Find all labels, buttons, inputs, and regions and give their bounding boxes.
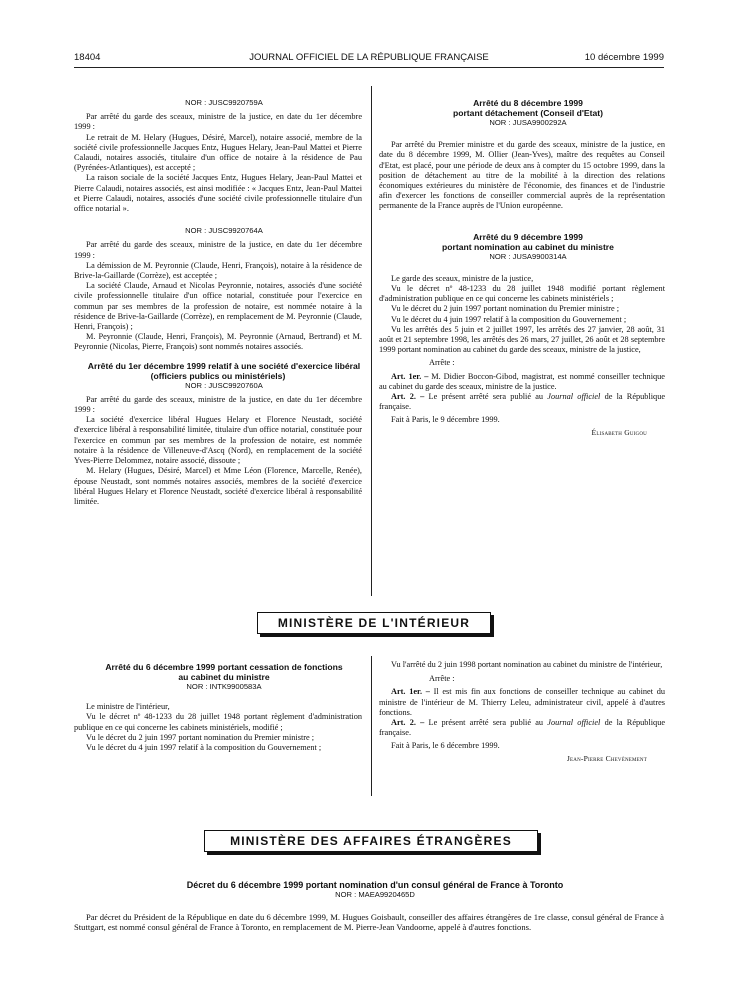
column-divider-top — [371, 86, 372, 596]
header-rule — [74, 67, 664, 68]
nor-reference: NOR : INTK9900583A — [186, 682, 262, 691]
journal-title: JOURNAL OFFICIEL DE LA RÉPUBLIQUE FRANÇAISE — [249, 52, 489, 63]
arrete-line: Arrête : — [429, 674, 455, 684]
ministry-foreign-banner: MINISTÈRE DES AFFAIRES ÉTRANGÈRES — [204, 830, 538, 852]
signature: Jean-Pierre Chevènement — [566, 753, 647, 763]
paragraph: Vu le décret du 4 juin 1997 relatif à la composition du Gouvernement ; — [391, 314, 627, 324]
arrete-line: Arrête : — [429, 358, 455, 368]
paragraph: Vu le décret du 2 juin 1997 portant nomination du Premier ministre ; — [86, 732, 315, 742]
signature-date: Fait à Paris, le 6 décembre 1999. — [391, 741, 500, 751]
article-text: Le présent arrêté sera publié au — [428, 718, 544, 728]
article-label: Art. 2. – — [391, 718, 425, 728]
decree-title: Arrêté du 8 décembre 1999 — [473, 98, 583, 108]
decree-subtitle: au cabinet du ministre — [178, 672, 270, 682]
paragraph: Le garde des sceaux, ministre de la justice, — [391, 273, 534, 283]
paragraph: Vu l'arrêté du 2 juin 1998 portant nomination au cabinet du ministre de l'intérieur, — [391, 660, 663, 669]
article-text: de la République française. — [379, 392, 666, 412]
left-column — [74, 98, 362, 507]
article-label: Art. 1er. – — [391, 371, 429, 381]
article-label: Art. 1er. – — [391, 687, 430, 697]
paragraph: Par arrêté du garde des sceaux, ministre de la justice, en date du 1er décembre 1999 : — [74, 394, 362, 415]
paragraph: Par arrêté du Premier ministre et du garde des sceaux, ministre de la justice, en date du 8 décembre 1999, M. Ollier (Jean-Yves), maître des requêtes au Conseil d'Etat, est placé, pour une période de deux ans à compter du 15 octobre 1999, dans la position de détachement au titre de la mobilité à la direction des relations économiques extérieures du ministère de l'économie, des finances et de l'industrie afin d'exercer les fonctions de conseiller commercial auprès de la représentation permanente de la France auprès de l'Union européenne. — [379, 140, 665, 211]
nor-reference: NOR : JUSC9920764A — [185, 226, 263, 236]
paragraph: Vu le décret du 4 juin 1997 relatif à la composition du Gouvernement ; — [86, 743, 322, 753]
paragraph: La démission de M. Peyronnie (Claude, Henri, François), notaire à la résidence de Brive-la-Gaillarde (Corrèze), est acceptée ; — [74, 260, 362, 281]
journal-name: Journal officiel — [547, 718, 601, 728]
decree-title: Arrêté du 9 décembre 1999 — [473, 231, 583, 242]
decree-title: Arrêté du 1er décembre 1999 relatif à une société d'exercice libéral (officiers publics ou ministériels) — [87, 360, 361, 381]
paragraph: Vu les arrêtés des 5 juin et 2 juillet 1997, les arrêtés des 27 janvier, 28 août, 31 août et 21 septembre 1998, les arrêtés des 26 mars, 27 juillet, 26 août et 28 septembre 1999 portant nomination au cabinet du garde des sceaux, ministre de la justice, — [379, 324, 665, 355]
paragraph: Vu le décret nº 48-1233 du 28 juillet 1948 modifié portant règlement d'administration publique en ce qui concerne les cabinets ministériels ; — [379, 284, 665, 304]
article-2 — [379, 392, 665, 412]
nor-reference: NOR : MAEA9920465D — [335, 890, 415, 899]
paragraph: M. Peyronnie (Claude, Henri, François), M. Peyronnie (Arnaud, Bertrand) et M. Peyronnie (Nicolas, Pierre, François) sont nommés notaires associés. — [74, 332, 362, 352]
nor-reference: NOR : JUSC9920759A — [185, 98, 263, 107]
signature: Élisabeth Guigou — [591, 427, 647, 437]
article-1 — [379, 372, 665, 392]
decree-subtitle: portant détachement (Conseil d'Etat) — [452, 108, 604, 118]
paragraph: Vu le décret nº 48-1233 du 28 juillet 1948 portant règlement d'administration publique en ce qui concerne les cabinets ministériels, modifié ; — [74, 712, 362, 732]
issue-date: 10 décembre 1999 — [584, 52, 664, 63]
paragraph: Par arrêté du garde des sceaux, ministre de la justice, en date du 1er décembre 1999 : — [74, 240, 362, 260]
paragraph: La raison sociale de la société Jacques Entz, Hugues Helary, Jean-Paul Mattei et Pierre Calaudi, notaires associés, est ainsi modifiée : « Jacques Entz, Jean-Paul Mattei et Pierre Calaudi, notaires, associés d'une société civile professionnelle titulaire d'un office notarial ». — [74, 173, 362, 214]
foreign-section — [74, 880, 664, 933]
column-divider-bottom — [371, 656, 372, 796]
decree-title: Décret du 6 décembre 1999 portant nomination d'un consul général de France à Toronto — [186, 880, 564, 890]
paragraph: La société d'exercice libéral Hugues Helary et Florence Neustadt, société d'exercice libéral à responsabilité limitée, titulaire d'un office notarial, constituée pour l'exercice en commun par ses membres de la profession de notaire, est nommée notaire à la résidence de Villeneuve-d'Ascq (Nord), en remplacement de la société Yves-Pierre Delommez, notaire associé, dissoute ; — [74, 415, 362, 466]
decree-title: Arrêté du 6 décembre 1999 portant cessation de fonctions — [105, 662, 343, 672]
right-column — [379, 98, 665, 438]
paragraph: Par décret du Président de la République en date du 6 décembre 1999, M. Hugues Goisbault, conseiller des affaires étrangères de 1re classe, consul général de France à Stuttgart, est nommé consul général de France à Toronto, en remplacement de M. Pierre-Jean Vandoorne, appelé à d'autres fonctions. — [74, 911, 664, 933]
decree-subtitle: portant nomination au cabinet du ministre — [442, 241, 614, 252]
interior-left-column — [74, 662, 362, 753]
paragraph: Vu le décret du 2 juin 1997 portant nomination du Premier ministre ; — [391, 304, 620, 314]
article-2 — [379, 718, 665, 738]
interior-right-column — [379, 660, 665, 764]
page-number: 18404 — [74, 52, 101, 63]
paragraph: Par arrêté du garde des sceaux, ministre de la justice, en date du 1er décembre 1999 : — [74, 112, 362, 132]
article-text: M. Didier Boccon-Gibod, magistrat, est nommé conseiller technique au cabinet du garde des sceaux, ministre de la justice. — [379, 371, 665, 391]
article-text: Le présent arrêté sera publié au — [428, 392, 544, 402]
article-1 — [379, 687, 665, 718]
paragraph: La société Claude, Arnaud et Nicolas Peyronnie, notaires, associés d'une société civile professionnelle titulaire d'un office notarial, constituée pour l'exercice en commun par ses membres de la profession de notaire, est nommée notaire à la résidence de Brive-la-Gaillarde (Corrèze), en remplacement de M. Peyronnie (Claude, Henri, François) ; — [74, 281, 362, 332]
article-text: Il est mis fin aux fonctions de conseiller technique au cabinet du ministre de l'intérieur de M. Thierry Leleu, administrateur civil, appelé à d'autres fonctions. — [379, 687, 665, 717]
ministry-interior-banner: MINISTÈRE DE L'INTÉRIEUR — [257, 612, 491, 634]
journal-name: Journal officiel — [547, 392, 601, 402]
nor-reference: NOR : JUSA9900292A — [489, 118, 567, 127]
paragraph: Le retrait de M. Helary (Hugues, Désiré, Marcel), notaire associé, membre de la société civile professionnelle Jacques Entz, Hugues Helary, Jean-Paul Mattei et Pierre Calaudi, notaires associés, titulaire d'un office de notaire à la résidence de Pau (Pyrénées-Atlantiques), est accepté ; — [74, 132, 362, 173]
nor-reference: NOR : JUSA9900314A — [489, 251, 567, 261]
running-header — [74, 52, 664, 66]
article-label: Art. 2. – — [391, 392, 425, 402]
nor-reference: NOR : JUSC9920760A — [185, 380, 263, 390]
signature-date: Fait à Paris, le 9 décembre 1999. — [391, 415, 500, 425]
paragraph: Le ministre de l'intérieur, — [86, 702, 170, 712]
article-text: de la République française. — [379, 718, 666, 738]
paragraph: M. Helary (Hugues, Désiré, Marcel) et Mme Léon (Florence, Marcelle, Renée), épouse Neustadt, sont nommés notaires associés, membres de la société d'exercice libéral Hugues Helary et Florence Neustadt, société d'exercice libéral à responsabilité limitée. — [74, 466, 362, 506]
